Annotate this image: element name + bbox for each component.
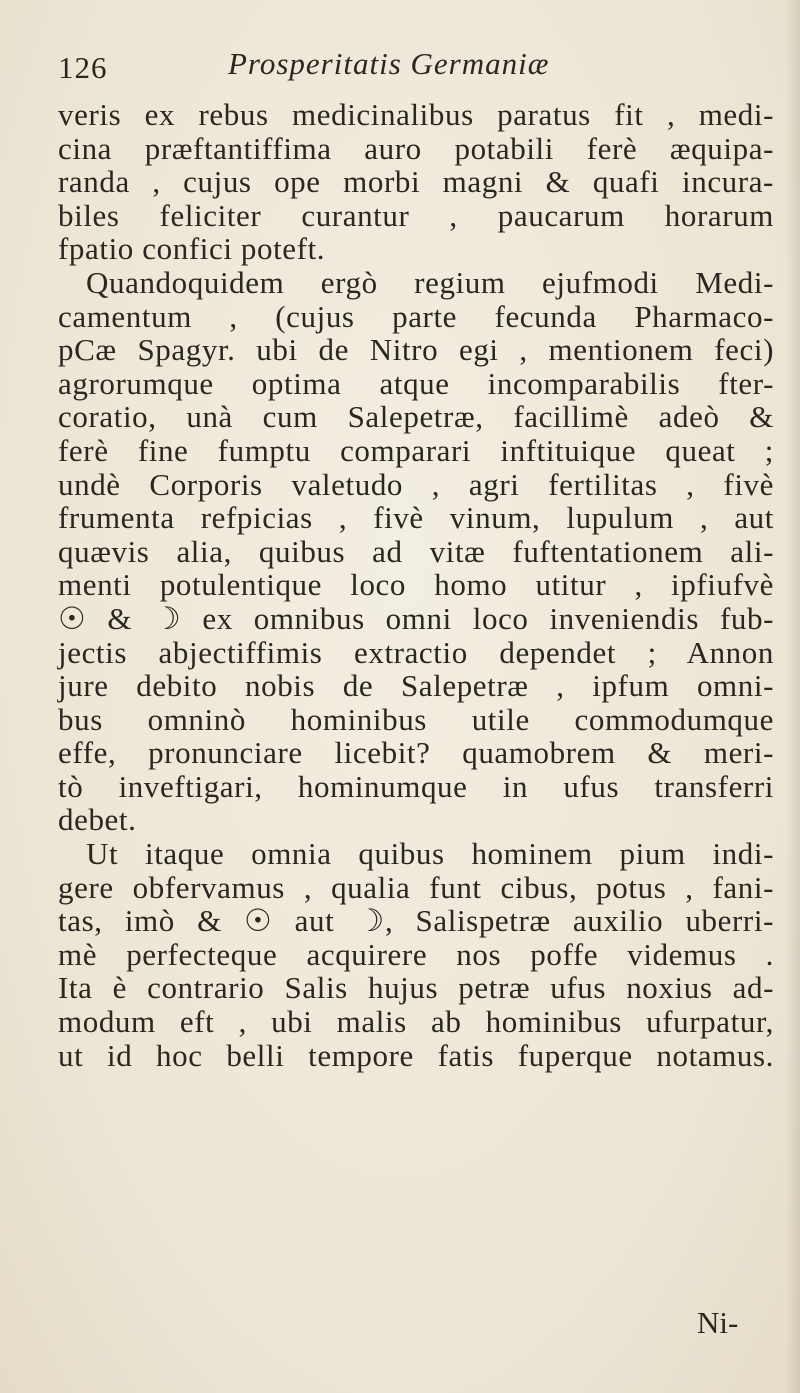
text-line: pϹæ Spagyr. ubi de Nitro egi , mentionem feci) bbox=[58, 332, 774, 368]
page-number: 126 bbox=[58, 50, 108, 85]
text-line: debet. bbox=[58, 802, 137, 838]
text-line: quævis alia, quibus ad vitæ fuftentationem ali- bbox=[58, 533, 774, 569]
text-line: biles feliciter curantur , paucarum horarum bbox=[58, 197, 774, 233]
text-line: undè Corporis valetudo , agri fertilitas , fivè bbox=[58, 466, 774, 502]
text-line: frumenta refpicias , fivè vinum, lupulum , aut bbox=[58, 500, 774, 536]
text-line: ferè fine fumptu comparari inftituique queat ; bbox=[58, 432, 774, 468]
text-line: coratio, unà cum Salepetræ, facillimè adeò & bbox=[58, 399, 774, 435]
text-line: jure debito nobis de Salepetræ , ipfum omni- bbox=[58, 668, 774, 704]
text-line: menti potulentique loco homo utitur , ipfiufvè bbox=[58, 567, 774, 603]
body-text bbox=[58, 98, 774, 1072]
text-line: tas, imò & ☉ aut ☽, Salispetræ auxilio uberri- bbox=[58, 903, 774, 939]
text-line: Ita è contrario Salis hujus petræ ufus noxius ad- bbox=[58, 970, 774, 1006]
text-line: Ut itaque omnia quibus hominem pium indi- bbox=[86, 836, 774, 872]
text-line: fpatio confici poteft. bbox=[58, 231, 326, 267]
text-line: Quandoquidem ergò regium ejufmodi Medi- bbox=[86, 264, 774, 300]
text-line: ut id hoc belli tempore fatis fuperque notamus. bbox=[58, 1037, 774, 1073]
text-line: tò inveftigari, hominumque in ufus transferri bbox=[58, 768, 774, 804]
text-line: agrorumque optima atque incomparabilis fter- bbox=[58, 365, 774, 401]
catchword: Ni- bbox=[697, 1305, 739, 1340]
text-line: randa , cujus ope morbi magni & quafi incura- bbox=[58, 164, 774, 200]
text-line: ☉ & ☽ ex omnibus omni loco inveniendis fub- bbox=[58, 600, 774, 636]
text-line: gere obfervamus , qualia funt cibus, potus , fani- bbox=[58, 869, 774, 905]
text-line: modum eft , ubi malis ab hominibus ufurpatur, bbox=[58, 1004, 774, 1040]
text-line: camentum , (cujus parte fecunda Pharmaco- bbox=[58, 298, 774, 334]
text-line: jectis abjectiffimis extractio dependet ; Annon bbox=[58, 634, 774, 670]
text-line: effe, pronunciare licebit? quamobrem & meri- bbox=[58, 735, 774, 771]
text-line: cina præftantiffima auro potabili ferè æquipa- bbox=[58, 130, 774, 166]
running-head bbox=[58, 46, 758, 96]
page-edge-shadow bbox=[786, 0, 800, 1393]
text-line: veris ex rebus medicinalibus paratus fit , medi- bbox=[58, 97, 774, 132]
text-line: bus omninò hominibus utile commodumque bbox=[58, 701, 774, 737]
text-line: mè perfecteque acquirere nos poffe videmus . bbox=[58, 936, 774, 972]
running-title: Prosperitatis Germaniæ bbox=[228, 46, 550, 81]
